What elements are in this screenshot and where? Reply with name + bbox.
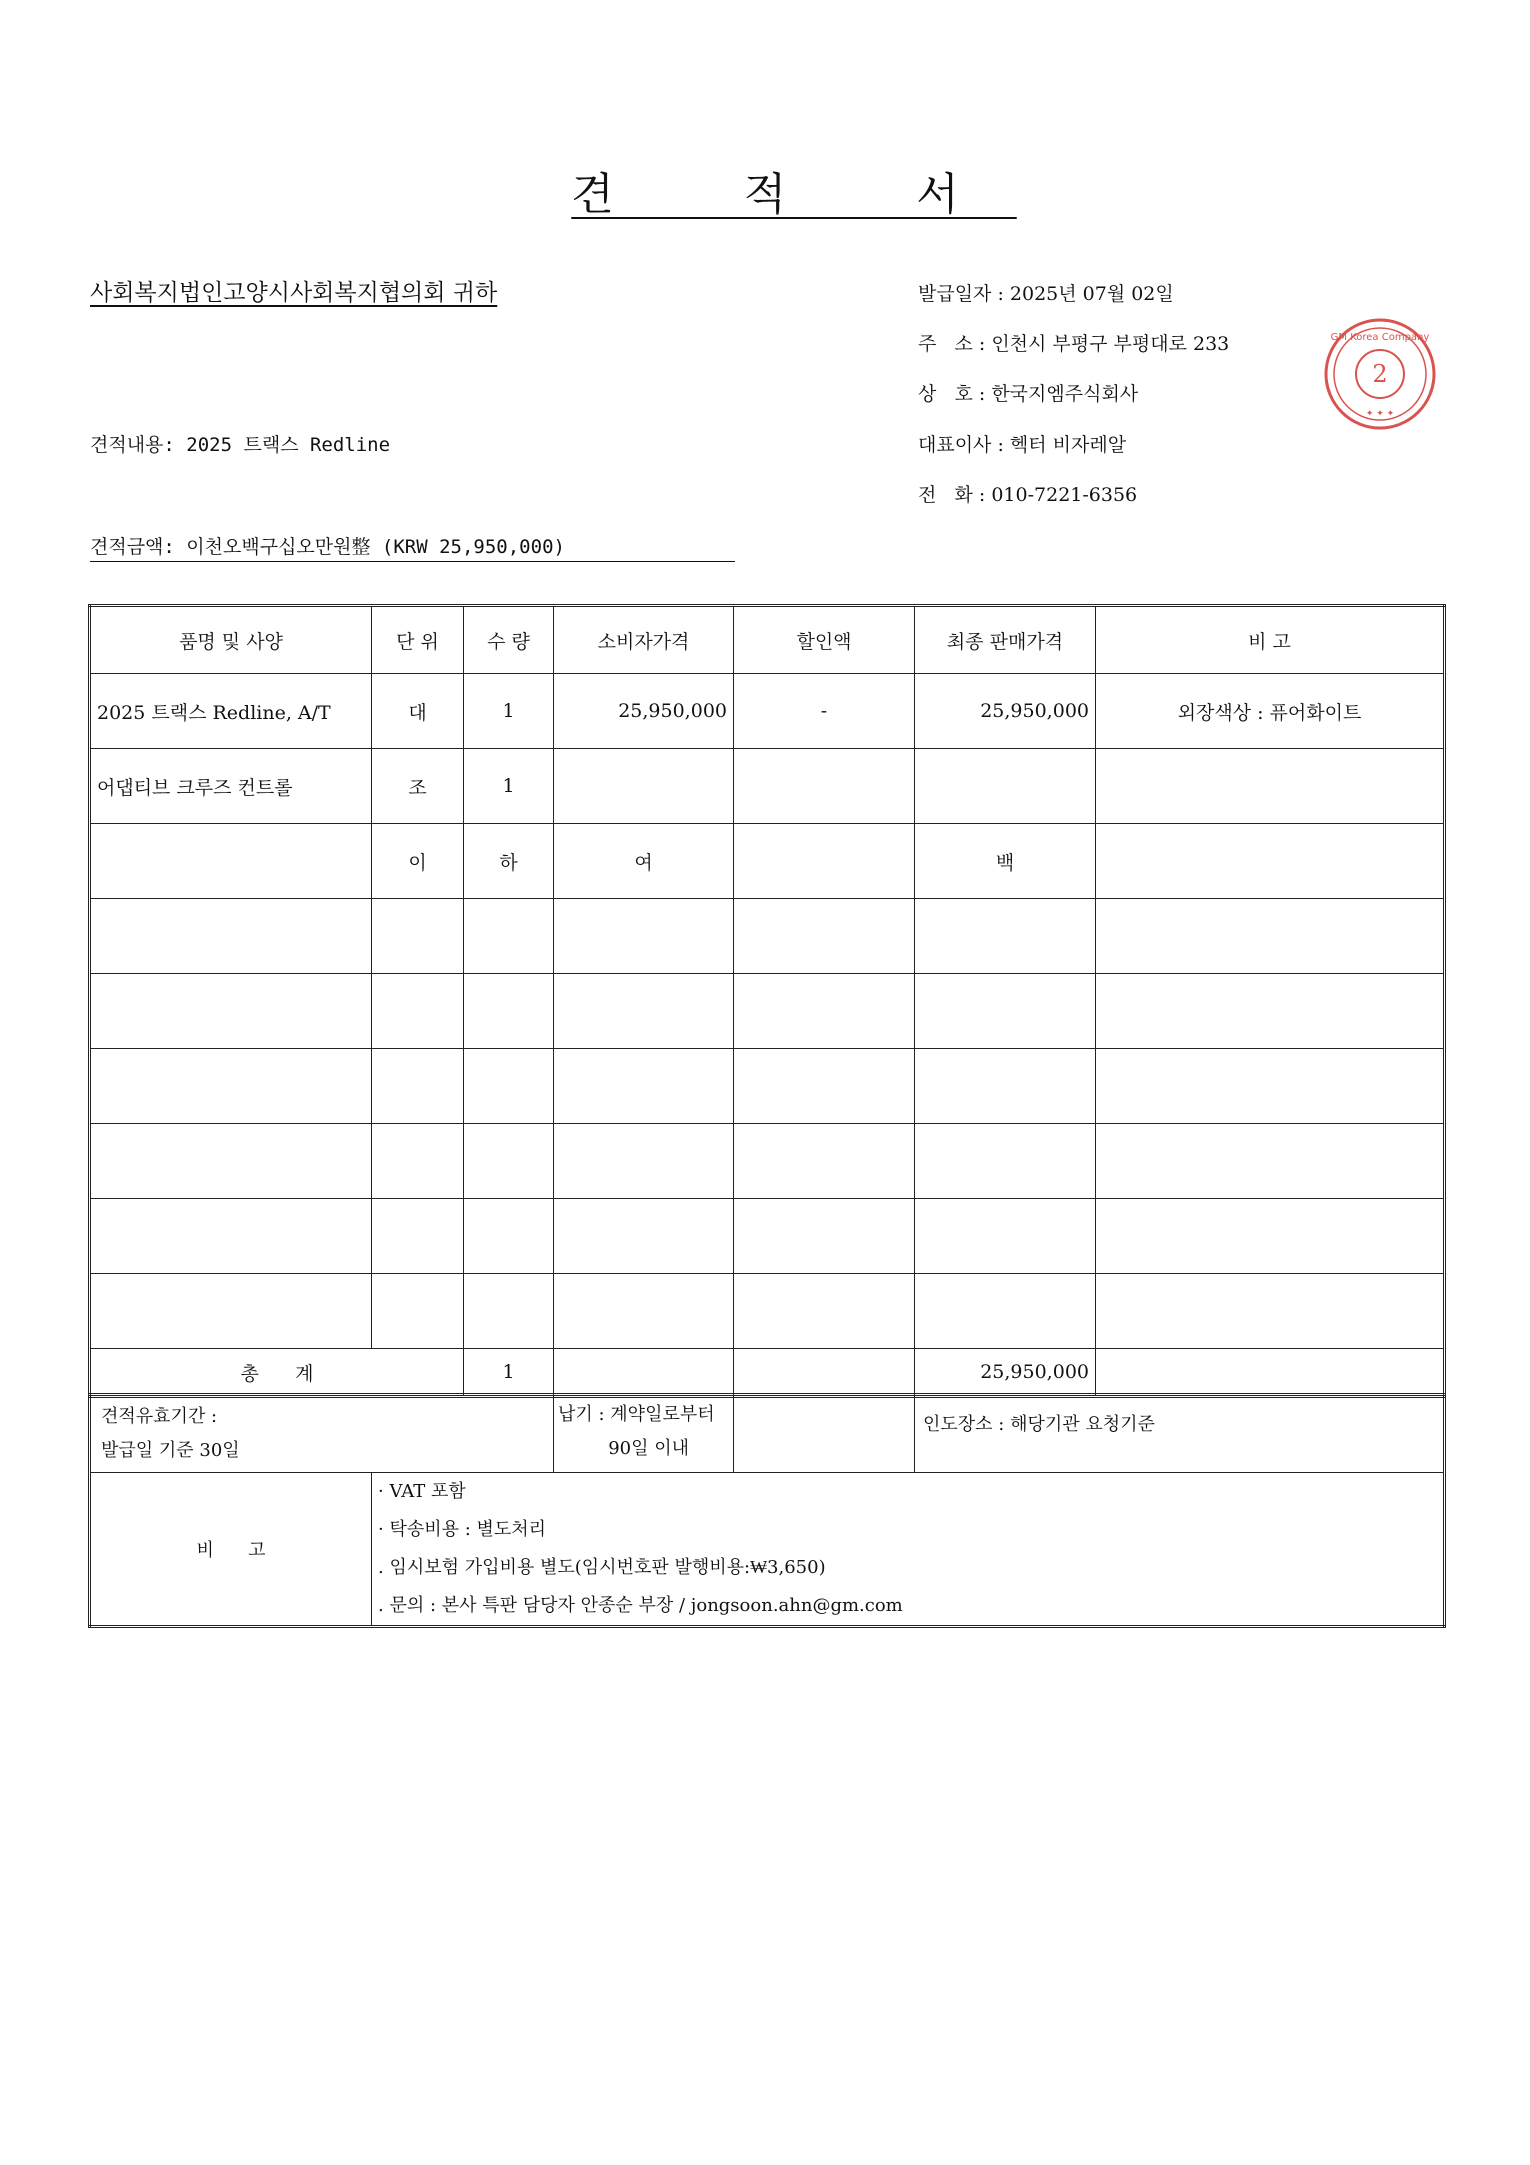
header-list-price: 소비자가격 (554, 606, 734, 674)
stamp-text-top: GM Korea Company (1330, 332, 1430, 343)
cell-closing-word: 백 (915, 824, 1096, 899)
table-row-closing (90, 824, 1445, 899)
issuer-ceo (918, 430, 1126, 457)
table-row-empty (90, 1199, 1445, 1274)
issuer-address (918, 329, 1229, 356)
table-row-empty (90, 1124, 1445, 1199)
remark-item: · VAT 포함 (378, 1481, 466, 1502)
header-discount: 할인액 (734, 606, 915, 674)
cell-final-price (915, 749, 1096, 824)
cell-list-price: 25,950,000 (554, 674, 734, 749)
table-row-empty (90, 1274, 1445, 1349)
cell-qty: 1 (464, 749, 554, 824)
validity-label: 견적유효기간 : (101, 1406, 218, 1427)
table-header-row (90, 606, 1445, 674)
cell-item: 어댑티브 크루즈 컨트롤 (90, 749, 372, 824)
remark-item: · 탁송비용 : 별도처리 (378, 1519, 547, 1540)
company-seal-stamp (1322, 316, 1438, 432)
cell-unit: 대 (372, 674, 464, 749)
cell-closing-word: 하 (464, 824, 554, 899)
issuer-company (918, 379, 1138, 406)
company-value: 한국지엠주식회사 (991, 383, 1139, 405)
table-row-empty (90, 974, 1445, 1049)
phone-label: 전 화 : (918, 484, 986, 506)
cell-unit: 조 (372, 749, 464, 824)
cell-item (90, 824, 372, 899)
cell-closing-word: 이 (372, 824, 464, 899)
document-title: 견 적 서 (571, 169, 1017, 220)
header-item: 품명 및 사양 (90, 606, 372, 674)
table-row (90, 749, 1445, 824)
address-label: 주 소 : (918, 333, 986, 355)
header-qty: 수 량 (464, 606, 554, 674)
terms-row (90, 1395, 1445, 1473)
quote-items-table (88, 604, 1446, 1398)
cell-discount (734, 824, 915, 899)
table-row-empty (90, 899, 1445, 974)
issue-date-label: 발급일자 : (918, 283, 1004, 305)
cell-remarks: 외장색상 : 퓨어화이트 (1096, 674, 1445, 749)
cell-discount: - (734, 674, 915, 749)
terms-empty-cell (734, 1395, 915, 1473)
ceo-label: 대표이사 : (918, 434, 1004, 456)
remarks-label: 비 고 (90, 1473, 372, 1627)
stamp-text-mid: 2 (1372, 360, 1388, 388)
header-remarks: 비 고 (1096, 606, 1445, 674)
company-label: 상 호 : (918, 383, 986, 405)
remarks-row (90, 1473, 1445, 1627)
cell-remarks (1096, 824, 1445, 899)
cell-final-price: 25,950,000 (915, 674, 1096, 749)
total-amount: 25,950,000 (915, 1349, 1096, 1397)
terms-table (88, 1393, 1446, 1628)
phone-value: 010-7221-6356 (991, 484, 1138, 506)
issuer-phone (918, 480, 1137, 507)
cell-remarks (1096, 749, 1445, 824)
total-qty: 1 (464, 1349, 554, 1397)
delivery-label: 납기 : 계약일로부터 (558, 1404, 715, 1425)
cell-list-price (554, 749, 734, 824)
table-row-empty (90, 1049, 1445, 1124)
quote-subject: 견적내용: 2025 트랙스 Redline (90, 434, 391, 456)
ceo-value: 헥터 비자레알 (1009, 434, 1127, 456)
issue-date-value: 2025년 07월 02일 (1009, 283, 1174, 305)
delivery-value: 90일 이내 (608, 1438, 690, 1459)
delivery-place: 인도장소 : 해당기관 요청기준 (915, 1395, 1445, 1473)
header-final-price: 최종 판매가격 (915, 606, 1096, 674)
delivery-cell (554, 1395, 734, 1473)
validity-value: 발급일 기준 30일 (101, 1440, 240, 1461)
remark-item: . 임시보험 가입비용 별도(임시번호판 발행비용:₩3,650) (378, 1557, 826, 1578)
quote-amount: 견적금액: 이천오백구십오만원整 (KRW 25,950,000) (90, 532, 735, 562)
cell-discount (734, 749, 915, 824)
total-row (90, 1349, 1445, 1397)
total-label: 총 계 (90, 1349, 464, 1397)
remark-item: . 문의 : 본사 특판 담당자 안종순 부장 / jongsoon.ahn@gm.com (378, 1595, 903, 1616)
recipient: 사회복지법인고양시사회복지협의회 귀하 (90, 280, 498, 306)
svg-text:✦ ✦ ✦: ✦ ✦ ✦ (1365, 409, 1395, 419)
address-value: 인천시 부평구 부평대로 233 (991, 333, 1230, 355)
header-unit: 단 위 (372, 606, 464, 674)
table-row (90, 674, 1445, 749)
cell-qty: 1 (464, 674, 554, 749)
cell-item: 2025 트랙스 Redline, A/T (90, 674, 372, 749)
issue-date (918, 279, 1174, 306)
remarks-list (372, 1473, 1445, 1627)
validity-cell (90, 1395, 554, 1473)
cell-closing-word: 여 (554, 824, 734, 899)
